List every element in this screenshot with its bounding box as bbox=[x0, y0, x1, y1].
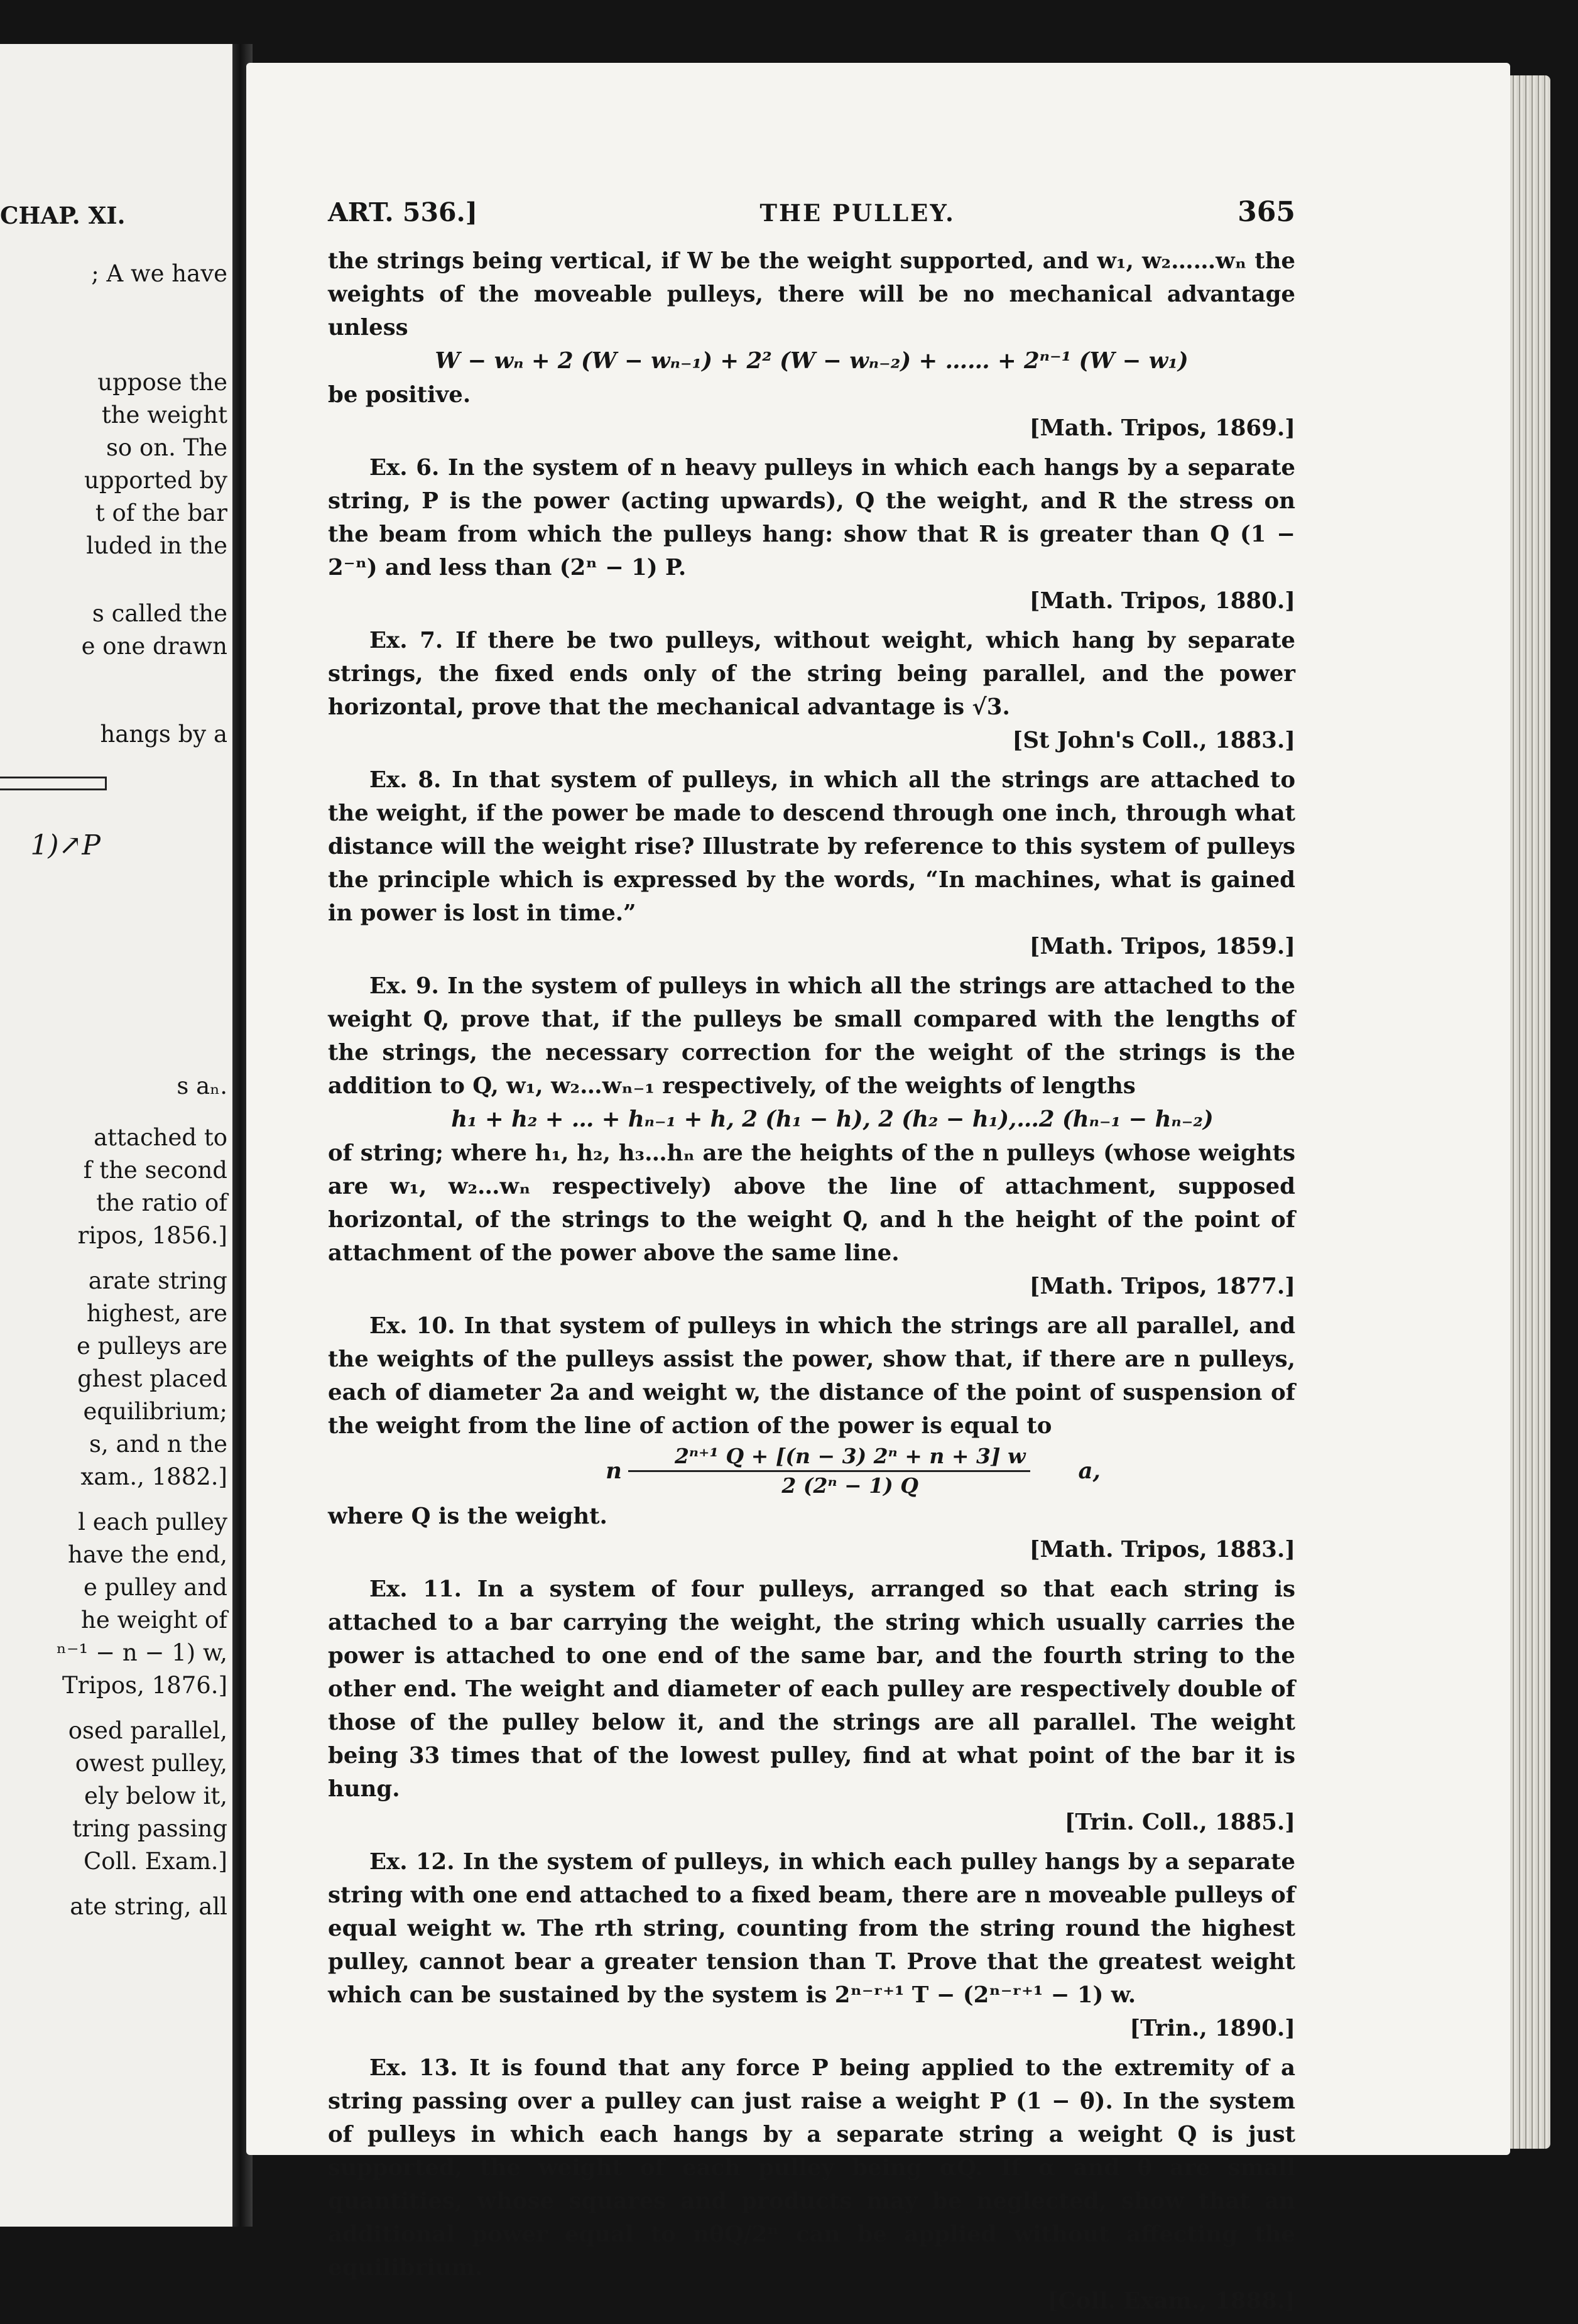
left-fragment: have the end, bbox=[68, 1541, 227, 1568]
left-fragment: e pulleys are bbox=[76, 1333, 227, 1360]
example-label: Ex. 9. bbox=[369, 973, 439, 999]
left-fragment: s, and n the bbox=[89, 1431, 227, 1458]
left-page bbox=[0, 44, 232, 2227]
example-label: Ex. 7. bbox=[369, 628, 443, 653]
page-edge bbox=[1510, 75, 1550, 2149]
left-fragment: osed parallel, bbox=[68, 1717, 227, 1744]
left-fragment: s called the bbox=[92, 600, 227, 627]
page-text bbox=[328, 196, 1295, 2324]
figure-label: 1)↗P bbox=[30, 829, 101, 861]
intro-paragraph: the strings being vertical, if W be the weight supported, and w₁, w₂……wₙ the weights of the moveable pulleys, there will be no mechanical advantage unless W − wₙ + 2 (W − wₙ₋₁) + 2² (W − wₙ₋₂) + …… + 2ⁿ⁻¹ (W − w₁) be positive. [Math. Tripos, 1869.] bbox=[328, 244, 1295, 445]
example-label: Ex. 8. bbox=[369, 767, 442, 793]
example-10: Ex. 10. In that system of pulleys in which the strings are all parallel, and the weights of the pulleys assist the power, show that, if there are n pulleys, each of diameter 2a and weight w, the distance of the point of suspension of the weight from the line of action of the power is equal to n $\frac{\text{2ⁿ⁺¹ Q + [(n − 3) 2ⁿ + n + 3] w}}{\text{2 (2ⁿ − 1) Q}}$ a, where Q is the weight. [Math. Tripos, 1883.] bbox=[328, 1309, 1295, 1566]
example-label: Ex. 13. bbox=[369, 2055, 458, 2081]
source-citation: [St John's Coll., 1883.] bbox=[1012, 728, 1295, 753]
page-number: 365 bbox=[1238, 196, 1295, 228]
left-fragment: tring passing bbox=[72, 1815, 227, 1842]
example-11: Ex. 11. In a system of four pulleys, arranged so that each string is attached to a bar carrying the weight, the string which usually carries the power is attached to one end of the same bar, and the fourth string to the other end. The weight and diameter of each pulley are respectively double of those of the pulley below it, and the strings are all parallel. The weight being 33 times that of the lowest pulley, find at what point of the bar it is hung. [Trin. Coll., 1885.] bbox=[328, 1573, 1295, 1839]
left-fragment: e one drawn bbox=[81, 633, 227, 660]
left-fragment: uppose the bbox=[97, 369, 227, 396]
source-citation: [Math. Tripos, 1877.] bbox=[1029, 1274, 1295, 1299]
example-12: Ex. 12. In the system of pulleys, in which each pulley hangs by a separate string with one end attached to a fixed beam, there are n moveable pulleys of equal weight w. The rth string, counting from the string round the highest pulley, cannot bear a greater tension than T. Prove that the greatest weight which can be sustained by the system is 2ⁿ⁻ʳ⁺¹ T − (2ⁿ⁻ʳ⁺¹ − 1) w. [Trin., 1890.] bbox=[328, 1845, 1295, 2045]
fraction-formula: n $\frac{\text{2ⁿ⁺¹ Q + [(n − 3) 2ⁿ + n + 3] w}}{\text{2 (2ⁿ − 1) Q}}$ a, bbox=[328, 1443, 1295, 1500]
left-fragment: l each pulley bbox=[78, 1508, 227, 1536]
fraction-denominator: 2 (2ⁿ − 1) Q bbox=[781, 1473, 918, 1498]
left-fragment: ripos, 1856.] bbox=[77, 1222, 227, 1249]
source-citation: [Math. Tripos, 1880.] bbox=[1029, 588, 1295, 614]
example-label: Ex. 11. bbox=[369, 1576, 462, 1602]
example-13: Ex. 13. It is found that any force P being applied to the extremity of a string passing over a pulley can just raise a weight P (1 − θ). In the system of pulleys in which each hangs by a separate string a weight Q is just supported, the weight of each pulley being αQ. If α and θ are small quantities, whose squares and products may be neglected, show that an additional power equal to nθQ/2ⁿ can be applied without affecting the equilibrium. [Coll. Exam., 1888.] bbox=[328, 2051, 1295, 2318]
left-fragment: arate string bbox=[88, 1267, 227, 1294]
figure-bar bbox=[0, 777, 107, 790]
left-fragment: luded in the bbox=[86, 532, 227, 559]
page-title: THE PULLEY. bbox=[759, 199, 955, 227]
left-fragment: hangs by a bbox=[100, 721, 227, 748]
example-label: Ex. 10. bbox=[369, 1313, 455, 1339]
example-label: Ex. 6. bbox=[369, 455, 440, 481]
right-page bbox=[246, 63, 1510, 2314]
example-8: Ex. 8. In that system of pulleys, in which all the strings are attached to the weight, if the power be made to descend through one inch, through what distance will the weight rise? Illustrate by reference to this system of pulleys the principle which is expressed by the words, “In machines, what is gained in power is lost in time.” [Math. Tripos, 1859.] bbox=[328, 763, 1295, 963]
left-fragment: so on. The bbox=[106, 434, 227, 461]
left-fragment: the ratio of bbox=[96, 1189, 227, 1216]
left-fragment: owest pulley, bbox=[75, 1750, 227, 1777]
left-fragment: Tripos, 1876.] bbox=[62, 1672, 227, 1699]
example-7: Ex. 7. If there be two pulleys, without weight, which hang by separate strings, the fixed ends only of the string being parallel, and the power horizontal, prove that the mechanical advantage is √3. [St John's Coll., 1883.] bbox=[328, 624, 1295, 757]
left-fragment: e pulley and bbox=[84, 1574, 227, 1601]
source-citation: [Math. Tripos, 1883.] bbox=[1029, 1537, 1295, 1563]
left-fragment: t of the bar bbox=[95, 499, 227, 526]
left-fragment: equilibrium; bbox=[83, 1398, 227, 1425]
left-fragment: the weight bbox=[101, 401, 227, 428]
left-fragment: ate string, all bbox=[70, 1893, 227, 1920]
source-citation: [Math. Tripos, 1869.] bbox=[1029, 415, 1295, 441]
left-fragment: xam., 1882.] bbox=[80, 1463, 227, 1490]
left-fragment: ely below it, bbox=[84, 1782, 227, 1809]
article-ref: ART. 536.] bbox=[328, 197, 478, 227]
left-fragment: f the second bbox=[83, 1157, 227, 1184]
left-fragment: ⁿ⁻¹ − n − 1) w, bbox=[56, 1639, 227, 1666]
formula: h₁ + h₂ + … + hₙ₋₁ + h, 2 (h₁ − h), 2 (h₂ − h₁),…2 (hₙ₋₁ − hₙ₋₂) bbox=[451, 1106, 1214, 1132]
source-citation: [Coll. Exam., 1888.] bbox=[1047, 2288, 1295, 2314]
left-fragment: attached to bbox=[94, 1124, 227, 1151]
left-fragment: ghest placed bbox=[77, 1365, 227, 1392]
source-citation: [Trin., 1890.] bbox=[1129, 2016, 1295, 2041]
formula: W − wₙ + 2 (W − wₙ₋₁) + 2² (W − wₙ₋₂) + …… + 2ⁿ⁻¹ (W − w₁) bbox=[435, 348, 1189, 374]
left-fragment: ; A we have bbox=[91, 260, 227, 287]
left-fragment: upported by bbox=[84, 467, 227, 494]
example-label: Ex. 12. bbox=[369, 1849, 455, 1875]
fraction-numerator: 2ⁿ⁺¹ Q + [(n − 3) 2ⁿ + n + 3] w bbox=[628, 1443, 1031, 1472]
left-fragment: highest, are bbox=[86, 1300, 227, 1327]
left-running-header: CHAP. XI. bbox=[0, 202, 126, 229]
left-fragment: Coll. Exam.] bbox=[84, 1848, 227, 1875]
source-citation: [Math. Tripos, 1859.] bbox=[1029, 934, 1295, 959]
running-header bbox=[328, 196, 1295, 228]
left-fragment: he weight of bbox=[80, 1607, 227, 1634]
left-fragment: s aₙ. bbox=[177, 1072, 227, 1099]
example-6: Ex. 6. In the system of n heavy pulleys in which each hangs by a separate string, P is the power (acting upwards), Q the weight, and R the stress on the beam from which the pulleys hang: show that R is greater than Q (1 − 2⁻ⁿ) and less than (2ⁿ − 1) P. [Math. Tripos, 1880.] bbox=[328, 451, 1295, 618]
source-citation: [Trin. Coll., 1885.] bbox=[1064, 1809, 1295, 1835]
example-9: Ex. 9. In the system of pulleys in which all the strings are attached to the weight Q, prove that, if the pulleys be small compared with the lengths of the strings, the necessary correction for the weight of the strings is the addition to Q, w₁, w₂…wₙ₋₁ respectively, of the weights of lengths h₁ + h₂ + … + hₙ₋₁ + h, 2 (h₁ − h), 2 (h₂ − h₁),…2 (hₙ₋₁ − hₙ₋₂) of string; where h₁, h₂, h₃…hₙ are the heights of the n pulleys (whose weights are w₁, w₂…wₙ respectively) above the line of attachment, supposed horizontal, of the strings to the weight Q, and h the height of the point of attachment of the power above the same line. [Math. Tripos, 1877.] bbox=[328, 969, 1295, 1303]
